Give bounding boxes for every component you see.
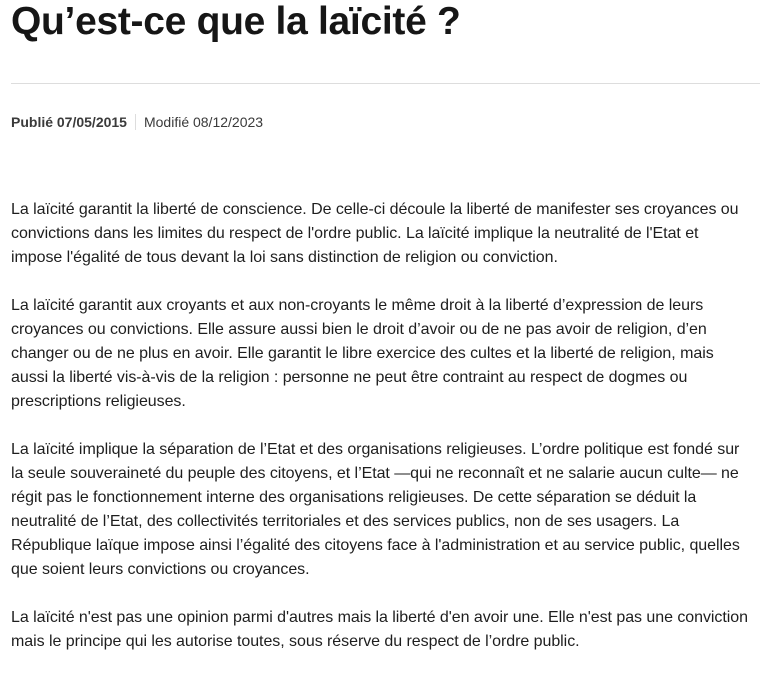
article-paragraph: La laïcité garantit aux croyants et aux non-croyants le même droit à la liberté d’expression de leurs croyances ou convictions. Elle assure aussi bien le droit d’avoir ou de ne pas avoir de religion, d’en changer ou de ne plus en avoir. Elle garantit le libre exercice des cultes et la liberté de religion, mais aussi la liberté vis-à-vis de la religion : personne ne peut être contraint au respect de dogmes ou prescriptions religieuses. <box>11 297 714 410</box>
modified-date: Modifié 08/12/2023 <box>143 114 264 130</box>
article-paragraph: La laïcité implique la séparation de l’Etat et des organisations religieuses. L’ordre politique est fondé sur la seule souveraineté du peuple des citoyens, et l’Etat —qui ne reconnaît et ne salarie aucun culte— ne régit pas le fonctionnement interne des organisations religieuses. De cette séparation se déduit la neutralité de l’Etat, des collectivités territoriales et des services publics, non de ses usagers. La République laïque impose ainsi l’égalité des citoyens face à l'administration et au service public, quelles que soient leurs convictions ou croyances. <box>11 441 740 578</box>
article-dates <box>11 113 263 131</box>
published-date: Publié 07/05/2015 <box>11 114 127 130</box>
article-paragraph: La laïcité garantit la liberté de conscience. De celle-ci découle la liberté de manifester ses croyances ou convictions dans les limites du respect de l'ordre public. La laïcité implique la neutralité de l'Etat et impose l'égalité de tous devant la loi sans distinction de religion ou conviction. <box>11 201 739 266</box>
article-paragraph: La laïcité n'est pas une opinion parmi d'autres mais la liberté d'en avoir une. Elle n'est pas une conviction mais le principe qui les autorise toutes, sous réserve du respect de l’ordre public. <box>11 609 748 650</box>
article-body <box>11 198 751 678</box>
page-title: Qu’est-ce que la laïcité ? <box>11 0 461 43</box>
title-divider <box>11 83 760 84</box>
date-separator <box>135 114 136 130</box>
